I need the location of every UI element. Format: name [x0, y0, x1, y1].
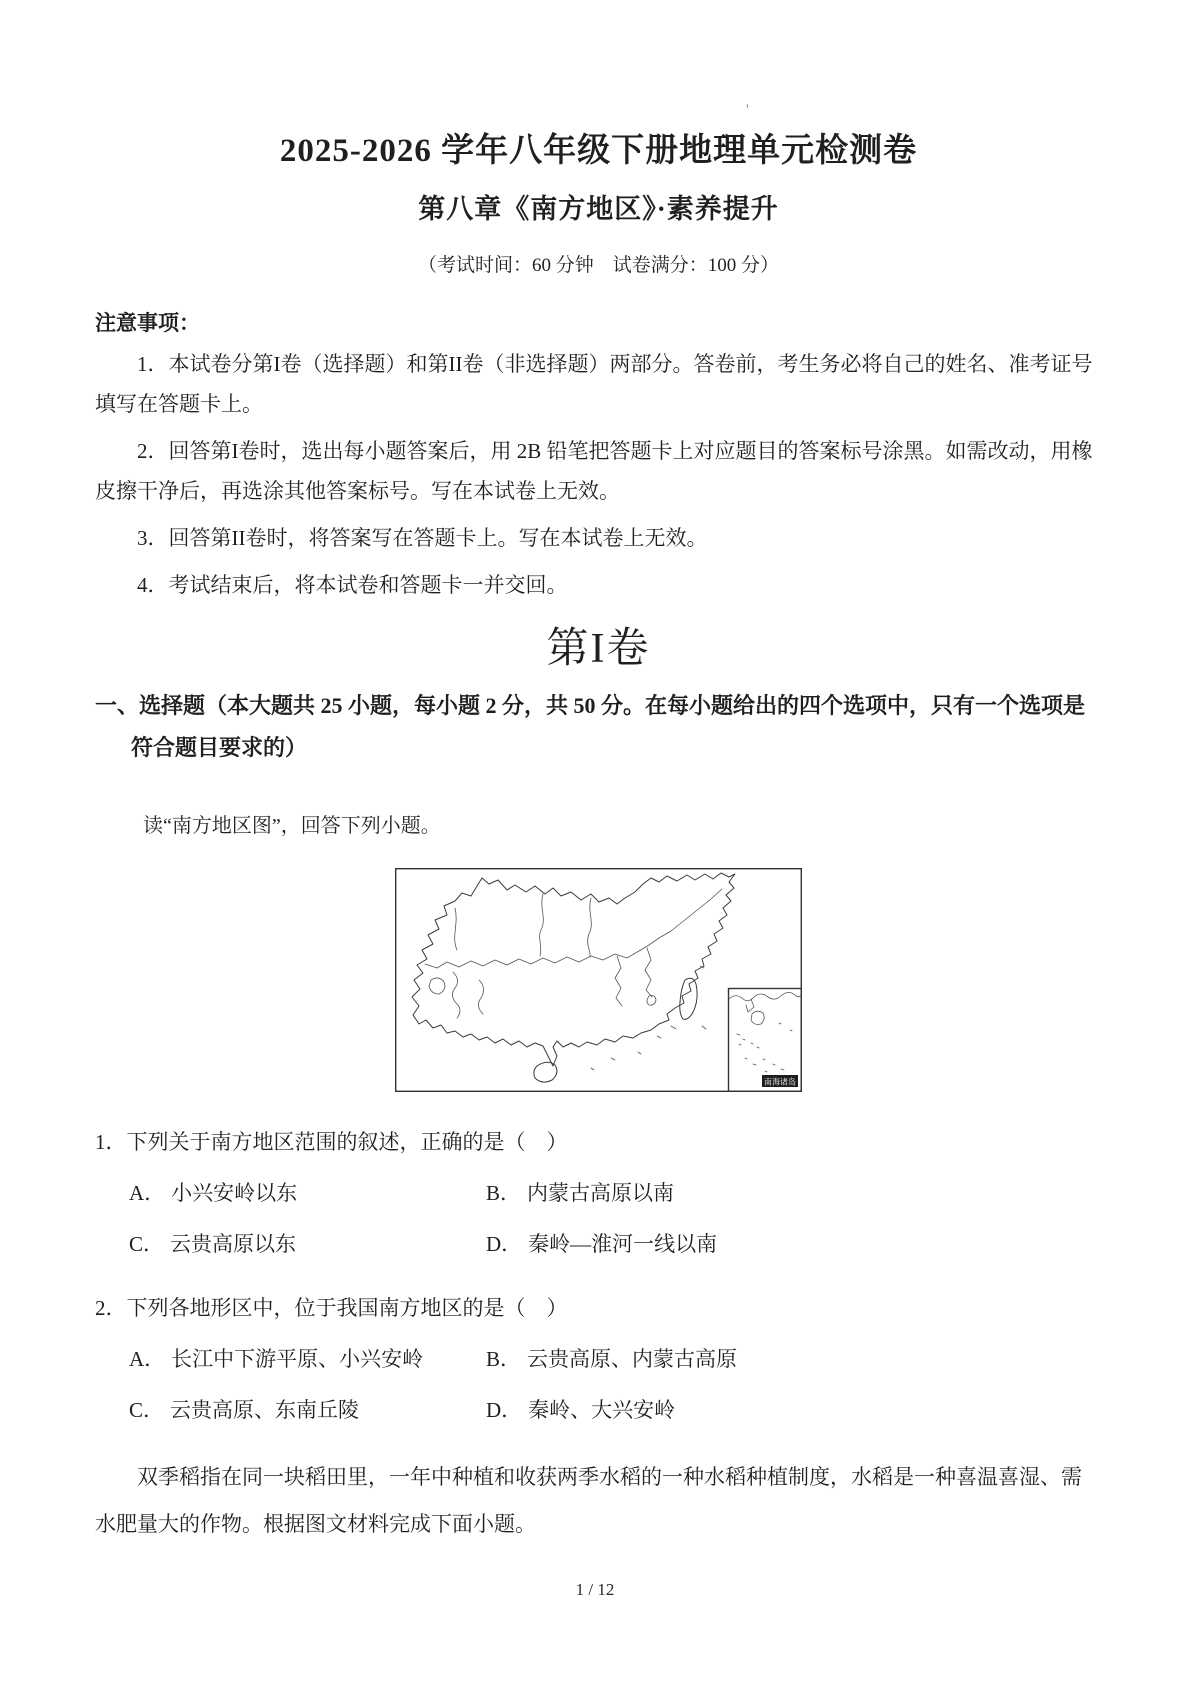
- option-label: D．: [486, 1232, 523, 1256]
- small-islands-near-taiwan: [657, 966, 706, 1038]
- question-1-stem: 1．下列关于南方地区范围的叙述，正确的是（ ）: [95, 1130, 568, 1154]
- option-text: 长江中下游平原、小兴安岭: [171, 1347, 424, 1371]
- yangtze-river-line: [425, 889, 722, 968]
- double-cropping-rice-material: 双季稻指在同一块稻田里，一年中种植和收获两季水稻的一种水稻种植制度，水稻是一种喜温喜湿、需水肥量大的作物。根据图文材料完成下面小题。: [95, 1465, 1082, 1536]
- southwest-border-squiggle-1: [452, 972, 460, 1018]
- option-text: 秦岭—淮河一线以南: [528, 1232, 718, 1256]
- option-label: C．: [129, 1398, 165, 1422]
- question-1-options-row-2: [95, 1228, 1102, 1258]
- notice-item-2: 2．回答第I卷时，选出每小题答案后，用 2B 铅笔把答题卡上对应题目的答案标号涂黑。如需改动，用橡皮擦干净后，再选涂其他答案标号。写在本试卷上无效。: [95, 439, 1093, 503]
- option-text: 秦岭、大兴安岭: [528, 1398, 676, 1422]
- inset-coastline: [729, 993, 801, 1001]
- option-label: D．: [486, 1398, 523, 1422]
- inset-hainan-island: [751, 1011, 764, 1024]
- map-reading-instruction: 读“南方地区图”，回答下列小题。: [143, 815, 441, 837]
- multiple-choice-section-heading: 一、选择题（本大题共 25 小题，每小题 2 分，共 50 分。在每小题给出的四个选项中，只有一个选项是符合题目要求的）: [95, 693, 1086, 760]
- scan-stray-mark: ': [746, 102, 749, 119]
- option-label: B．: [486, 1347, 522, 1371]
- poyang-lake-prong: [645, 948, 652, 997]
- question-1-option-b: [486, 1177, 1102, 1207]
- notice-item-4: 4．考试结束后，将本试卷和答题卡一并交回。: [137, 573, 568, 597]
- page-number: 1 / 12: [575, 1580, 615, 1599]
- dongting-lake-prong: [615, 956, 622, 1006]
- south-china-region-map-figure: [95, 868, 1102, 1092]
- question-2-options-row-2: [95, 1394, 1102, 1424]
- exam-time-score-info: （考试时间：60 分钟 试卷满分：100 分）: [417, 255, 779, 276]
- southwest-border-blob: [429, 978, 445, 994]
- question-2-option-c: [129, 1394, 486, 1424]
- option-text: 内蒙古高原以南: [527, 1181, 675, 1205]
- option-label: A．: [129, 1181, 166, 1205]
- question-2-option-a: [129, 1343, 486, 1373]
- han-river-line: [540, 894, 544, 956]
- option-label: A．: [129, 1347, 166, 1371]
- question-2-option-d: [486, 1394, 1102, 1424]
- page-title: 2025-2026 学年八年级下册地理单元检测卷: [279, 133, 918, 169]
- region-outline: [412, 873, 735, 1066]
- west-river-line: [455, 908, 457, 950]
- chapter-subtitle: 第八章《南方地区》·素养提升: [418, 194, 779, 224]
- gan-river-line: [588, 898, 592, 957]
- question-1-option-a: [129, 1177, 486, 1207]
- coastal-specks: [591, 1052, 641, 1070]
- option-label: C．: [129, 1232, 165, 1256]
- option-text: 云贵高原以东: [170, 1232, 297, 1256]
- volume-1-title: 第I卷: [546, 626, 651, 672]
- south-china-region-map: [395, 868, 802, 1092]
- inset-label: 南海诸岛: [764, 1077, 796, 1087]
- question-2-stem: 2．下列各地形区中，位于我国南方地区的是（ ）: [95, 1296, 568, 1320]
- question-1-option-d: [486, 1228, 1102, 1258]
- inset-island-groups: [737, 1023, 792, 1072]
- question-1-options-row-1: [95, 1177, 1102, 1207]
- question-1-option-c: [129, 1228, 486, 1258]
- question-2-options-row-1: [95, 1343, 1102, 1373]
- option-text: 云贵高原、内蒙古高原: [527, 1347, 738, 1371]
- notice-item-1: 1．本试卷分第I卷（选择题）和第II卷（非选择题）两部分。答卷前，考生务必将自己的姓名、准考证号填写在答题卡上。: [95, 352, 1093, 416]
- notices-heading: 注意事项：: [95, 311, 200, 335]
- option-text: 小兴安岭以东: [171, 1181, 298, 1205]
- question-2-option-b: [486, 1343, 1102, 1373]
- option-text: 云贵高原、东南丘陵: [170, 1398, 360, 1422]
- notice-item-3: 3．回答第II卷时，将答案写在答题卡上。写在本试卷上无效。: [137, 526, 708, 550]
- southwest-border-squiggle-2: [478, 980, 483, 1014]
- option-label: B．: [486, 1181, 522, 1205]
